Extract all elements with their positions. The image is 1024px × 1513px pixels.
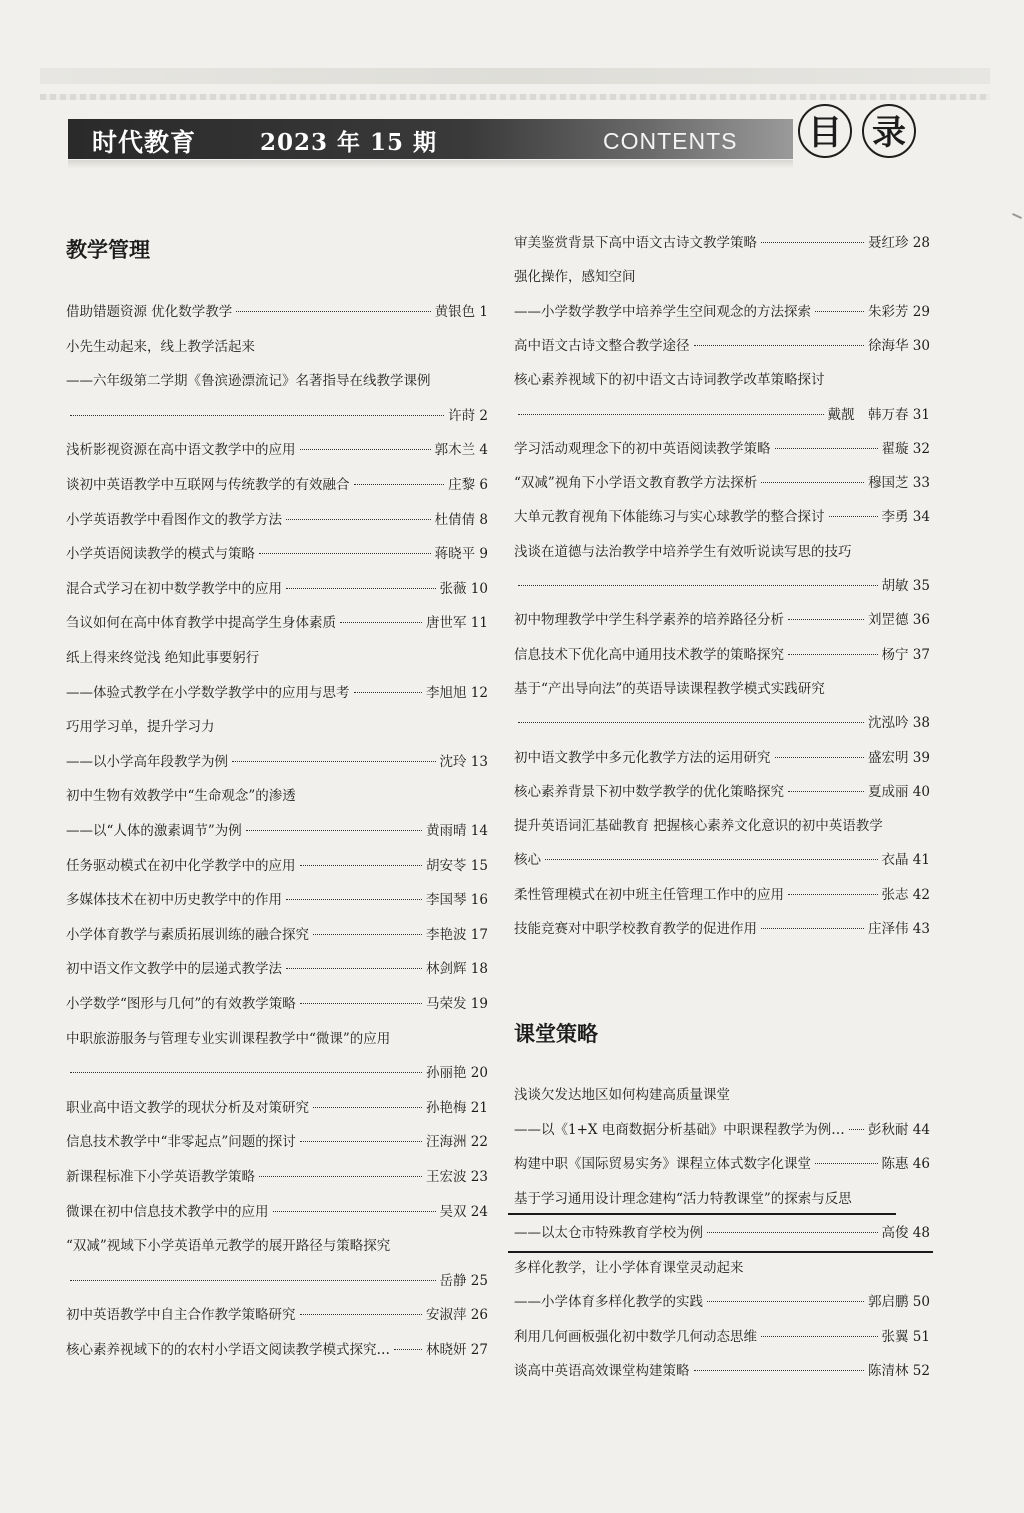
- toc-entry: [66, 1270, 488, 1292]
- entry-title: ——小学体育多样化教学的实践: [514, 1294, 703, 1310]
- contents-label: CONTENTS: [603, 128, 738, 154]
- toc-entry: [514, 644, 930, 666]
- entry-title: 基于学习通用设计理念建构“活力特教课堂”的探索与反思: [514, 1190, 852, 1207]
- entry-title: 浅析影视资源在高中语文教学中的应用: [66, 442, 296, 459]
- toc-entry: [66, 785, 488, 807]
- dot-leader: [340, 622, 422, 623]
- toc-entry: [514, 541, 930, 563]
- entry-title: 初中英语教学中自主合作教学策略研究: [66, 1307, 296, 1324]
- toc-entry: [514, 1360, 930, 1382]
- entry-title: 强化操作，感知空间: [514, 269, 636, 286]
- dot-leader: [815, 311, 864, 312]
- dot-leader: [788, 654, 878, 655]
- lu-badge: 录: [862, 104, 916, 158]
- toc-entry: [514, 1222, 930, 1244]
- entry-author-page: 郭启鹏 50: [868, 1294, 930, 1310]
- entry-title: 信息技术教学中“非零起点”问题的探讨: [66, 1134, 296, 1151]
- entry-author-page: 庄泽伟 43: [868, 921, 930, 937]
- entry-title: 刍议如何在高中体育教学中提高学生身体素质: [66, 615, 336, 632]
- dot-leader: [788, 791, 864, 792]
- toc-entry: [66, 1166, 488, 1188]
- toc-entry: [66, 682, 488, 704]
- entry-author-page: 张志 42: [881, 886, 930, 903]
- toc-entry: [514, 1257, 930, 1279]
- toc-entry: [514, 438, 930, 460]
- entry-title: 中职旅游服务与管理专业实训课程教学中“微课”的应用: [66, 1030, 391, 1047]
- entry-author-page: 张薇 10: [439, 580, 488, 597]
- mu-badge: 目: [798, 104, 852, 158]
- dot-leader: [518, 585, 878, 586]
- entry-author-page: 衣晶 41: [881, 852, 930, 869]
- entry-title: 核心素养背景下初中数学教学的优化策略探究: [514, 783, 784, 800]
- entry-author-page: 高俊 48: [881, 1225, 930, 1241]
- dot-leader: [354, 692, 423, 693]
- entry-author-page: 孙丽艳 20: [426, 1065, 488, 1082]
- dot-leader: [70, 415, 444, 416]
- entry-author-page: 盛宏明 39: [868, 749, 930, 766]
- entry-title: “双减”视角下小学语文教育教学方法探析: [514, 475, 758, 492]
- toc-entry: [66, 509, 488, 531]
- entry-title: ——六年级第二学期《鲁滨逊漂流记》名著指导在线教学课例: [66, 373, 431, 390]
- section-heading-classroom-strategy: 课堂策略: [514, 1022, 598, 1046]
- entry-title: 浅谈欠发达地区如何构建高质量课堂: [514, 1087, 730, 1103]
- toc-entry: [514, 747, 930, 769]
- toc-entry: [66, 439, 488, 461]
- dot-leader: [300, 1314, 423, 1315]
- entry-title: ——以小学高年段教学为例: [66, 753, 228, 770]
- entry-author-page: 沈玲 13: [439, 753, 488, 770]
- toc-entry: [66, 1097, 488, 1119]
- toc-entry: [514, 232, 930, 254]
- entry-title: 小学体育教学与素质拓展训练的融合探究: [66, 926, 309, 943]
- dot-leader: [788, 894, 878, 895]
- entry-author-page: 刘罡德 36: [868, 612, 930, 629]
- entry-author-page: 朱彩芳 29: [868, 303, 930, 320]
- entry-title: 多样化教学，让小学体育课堂灵动起来: [514, 1259, 744, 1276]
- entry-title: 高中语文古诗文整合教学途径: [514, 337, 690, 354]
- toc-entry: [514, 1291, 930, 1313]
- entry-title: ——体验式教学在小学数学教学中的应用与思考: [66, 684, 350, 701]
- entry-author-page: 翟璇 32: [881, 440, 930, 457]
- entry-author-page: 马荣发 19: [426, 996, 488, 1012]
- toc-entry: [66, 1201, 488, 1223]
- entry-title: 柔性管理模式在初中班主任管理工作中的应用: [514, 886, 784, 903]
- entry-title: 核心: [514, 852, 541, 869]
- dot-leader: [70, 1072, 422, 1073]
- dot-leader: [259, 1176, 422, 1177]
- entry-author-page: 杜倩倩 8: [434, 511, 488, 528]
- entry-title: 初中语文作文教学中的层递式教学法: [66, 961, 282, 978]
- header-shadow: [68, 160, 793, 168]
- toc-entry: [514, 472, 930, 494]
- toc-entry: [514, 678, 930, 700]
- toc-entry: [66, 751, 488, 773]
- toc-entry: [66, 1028, 488, 1050]
- toc-entry: [514, 575, 930, 597]
- underline-mark: [508, 1213, 896, 1215]
- dot-leader: [849, 1129, 864, 1130]
- edge-mark: [1012, 213, 1022, 219]
- dot-leader: [518, 722, 864, 723]
- entry-author-page: 庄黎 6: [448, 477, 488, 493]
- toc-entry: [66, 958, 488, 980]
- entry-author-page: 徐海华 30: [868, 337, 930, 354]
- dot-leader: [775, 757, 865, 758]
- entry-author-page: 陈惠 46: [881, 1156, 930, 1172]
- entry-title: 小学英语阅读教学的模式与策略: [66, 546, 255, 563]
- entry-title: 初中生物有效教学中“生命观念”的渗透: [66, 788, 296, 805]
- toc-entry: [514, 884, 930, 906]
- entry-title: 技能竞赛对中职学校教育教学的促进作用: [514, 921, 757, 937]
- entry-title: “双减”视域下小学英语单元教学的展开路径与策略探究: [66, 1238, 391, 1255]
- toc-entry: [66, 647, 488, 669]
- dot-leader: [694, 345, 865, 346]
- dot-leader: [694, 1370, 865, 1371]
- header-bar: [68, 119, 793, 159]
- dot-leader: [300, 1141, 422, 1142]
- entry-title: 初中语文教学中多元化教学方法的运用研究: [514, 749, 771, 766]
- entry-author-page: 胡敏 35: [881, 578, 930, 594]
- entry-title: ——以“人体的激素调节”为例: [66, 823, 242, 839]
- entry-title: 纸上得来终觉浅 绝知此事要躬行: [66, 650, 260, 666]
- dot-leader: [236, 311, 430, 312]
- entry-title: 学习活动观理念下的初中英语阅读教学策略: [514, 440, 771, 457]
- entry-author-page: 孙艳梅 21: [426, 1099, 488, 1116]
- entry-author-page: 岳静 25: [439, 1272, 488, 1289]
- entry-title: 巧用学习单，提升学习力: [66, 719, 215, 736]
- entry-title: 混合式学习在初中数学教学中的应用: [66, 580, 282, 597]
- section-heading-teaching-management: 教学管理: [66, 238, 150, 262]
- dot-leader: [300, 449, 431, 450]
- underline-mark: [508, 1251, 933, 1253]
- entry-author-page: 戴靓 韩万春 31: [827, 406, 930, 423]
- entry-author-page: 夏成丽 40: [868, 783, 930, 800]
- toc-entry: [514, 506, 930, 528]
- toc-entry: [66, 1062, 488, 1084]
- dot-leader: [313, 1107, 422, 1108]
- toc-entry: [514, 301, 930, 323]
- dot-leader: [707, 1301, 864, 1302]
- bleed-through-text: [40, 94, 990, 100]
- entry-author-page: 唐世军 11: [426, 615, 488, 632]
- toc-entry: [514, 1188, 930, 1210]
- toc-entry: [66, 889, 488, 911]
- entry-title: 多媒体技术在初中历史教学中的作用: [66, 892, 282, 909]
- entry-title: 提升英语词汇基础教育 把握核心素养文化意识的初中英语教学: [514, 818, 883, 835]
- toc-entry: [66, 924, 488, 946]
- toc-entry: [514, 918, 930, 940]
- toc-entry: [514, 1153, 930, 1175]
- entry-title: 任务驱动模式在初中化学教学中的应用: [66, 857, 296, 874]
- toc-entry: [514, 712, 930, 734]
- entry-title: 新课程标准下小学英语教学策略: [66, 1169, 255, 1185]
- toc-entry: [66, 370, 488, 392]
- entry-title: 核心素养视域下的的农村小学语文阅读教学模式探究…: [66, 1342, 390, 1358]
- entry-title: 小先生动起来，线上教学活起来: [66, 338, 255, 355]
- dot-leader: [300, 1003, 422, 1004]
- entry-title: 浅谈在道德与法治教学中培养学生有效听说读写思的技巧: [514, 543, 852, 560]
- entry-author-page: 彭秋耐 44: [868, 1121, 930, 1138]
- entry-author-page: 沈泓吟 38: [868, 715, 930, 732]
- bleed-through-band: [40, 68, 990, 84]
- entry-author-page: 黄银色 1: [434, 304, 488, 320]
- entry-title: 大单元教育视角下体能练习与实心球教学的整合探讨: [514, 509, 825, 526]
- toc-entry: [514, 266, 930, 288]
- entry-title: 审美鉴赏背景下高中语文古诗文教学策略: [514, 235, 757, 251]
- toc-entry: [514, 849, 930, 871]
- toc-entry: [66, 1131, 488, 1153]
- toc-entry: [514, 369, 930, 391]
- toc-entry: [66, 1339, 488, 1361]
- entry-title: 微课在初中信息技术教学中的应用: [66, 1203, 269, 1220]
- entry-author-page: 蒋晓平 9: [434, 546, 488, 563]
- toc-entry: [514, 1326, 930, 1348]
- toc-entry: [66, 405, 488, 427]
- issue-label: 2023 年 15 期: [260, 129, 438, 156]
- dot-leader: [70, 1280, 436, 1281]
- entry-author-page: 林晓妍 27: [426, 1342, 488, 1358]
- toc-entry: [66, 855, 488, 877]
- toc-entry: [514, 781, 930, 803]
- dot-leader: [273, 1211, 436, 1212]
- toc-entry: [66, 993, 488, 1015]
- entry-title: 信息技术下优化高中通用技术教学的策略探究: [514, 646, 784, 663]
- dot-leader: [518, 414, 824, 415]
- dot-leader: [761, 928, 864, 929]
- entry-title: 谈高中英语高效课堂构建策略: [514, 1363, 690, 1379]
- toc-entry: [66, 1235, 488, 1257]
- dot-leader: [788, 619, 864, 620]
- toc-entry: [514, 1084, 930, 1106]
- toc-entry: [514, 1119, 930, 1141]
- toc-entry: [66, 474, 488, 496]
- dot-leader: [354, 484, 445, 485]
- dot-leader: [761, 482, 864, 483]
- entry-author-page: 聂红珍 28: [868, 235, 930, 251]
- dot-leader: [761, 1336, 878, 1337]
- entry-author-page: 林剑辉 18: [426, 961, 488, 978]
- dot-leader: [286, 588, 436, 589]
- entry-author-page: 杨宁 37: [881, 646, 930, 663]
- toc-entry: [66, 578, 488, 600]
- entry-author-page: 王宏波 23: [426, 1169, 488, 1185]
- entry-title: 小学英语教学中看图作文的教学方法: [66, 511, 282, 528]
- toc-entry: [66, 612, 488, 634]
- entry-author-page: 郭木兰 4: [434, 442, 488, 459]
- dot-leader: [232, 761, 436, 762]
- dot-leader: [775, 448, 878, 449]
- entry-author-page: 李艳波 17: [426, 926, 488, 943]
- entry-author-page: 吴双 24: [439, 1203, 488, 1220]
- entry-author-page: 黄雨晴 14: [426, 823, 488, 839]
- toc-entry: [66, 1304, 488, 1326]
- dot-leader: [286, 899, 422, 900]
- entry-author-page: 汪海洲 22: [426, 1134, 488, 1151]
- toc-entry: [514, 335, 930, 357]
- dot-leader: [300, 865, 423, 866]
- entry-author-page: 陈清林 52: [868, 1363, 930, 1379]
- entry-title: 职业高中语文教学的现状分析及对策研究: [66, 1099, 309, 1116]
- dot-leader: [815, 1163, 878, 1164]
- entry-author-page: 胡安苓 15: [426, 857, 488, 874]
- dot-leader: [829, 516, 878, 517]
- dot-leader: [286, 519, 431, 520]
- entry-author-page: 张翼 51: [881, 1328, 930, 1345]
- entry-title: 利用几何画板强化初中数学几何动态思维: [514, 1328, 757, 1345]
- entry-title: ——小学数学教学中培养学生空间观念的方法探索: [514, 303, 811, 320]
- entry-title: 构建中职《国际贸易实务》课程立体式数字化课堂: [514, 1156, 811, 1172]
- entry-author-page: 李勇 34: [881, 509, 930, 526]
- entry-title: 小学数学“图形与几何”的有效教学策略: [66, 996, 296, 1012]
- toc-entry: [514, 815, 930, 837]
- toc-entry: [66, 336, 488, 358]
- entry-author-page: 穆国芝 33: [868, 475, 930, 492]
- entry-author-page: 许莳 2: [448, 407, 488, 424]
- journal-title: 时代教育: [92, 128, 197, 157]
- dot-leader: [761, 242, 864, 243]
- dot-leader: [259, 553, 431, 554]
- dot-leader: [246, 830, 422, 831]
- toc-entry: [514, 609, 930, 631]
- entry-title: ——以《1+X 电商数据分析基础》中职课程教学为例…: [514, 1121, 845, 1138]
- dot-leader: [545, 859, 878, 860]
- toc-entry: [66, 716, 488, 738]
- entry-author-page: 李旭旭 12: [426, 684, 488, 701]
- dot-leader: [394, 1349, 422, 1350]
- entry-author-page: 安淑萍 26: [426, 1307, 488, 1324]
- toc-entry: [514, 404, 930, 426]
- toc-entry: [66, 820, 488, 842]
- dot-leader: [313, 934, 422, 935]
- toc-entry: [66, 543, 488, 565]
- toc-entry: [66, 301, 488, 323]
- entry-author-page: 李国琴 16: [426, 892, 488, 909]
- entry-title: 核心素养视域下的初中语文古诗词教学改革策略探讨: [514, 372, 825, 389]
- dot-leader: [286, 968, 422, 969]
- entry-title: 借助错题资源 优化数学教学: [66, 304, 233, 320]
- entry-title: 谈初中英语教学中互联网与传统教学的有效融合: [66, 477, 350, 493]
- dot-leader: [707, 1232, 878, 1233]
- entry-title: 基于“产出导向法”的英语导读课程教学模式实践研究: [514, 680, 825, 697]
- entry-title: ——以太仓市特殊教育学校为例: [514, 1225, 703, 1241]
- entry-title: 初中物理教学中学生科学素养的培养路径分析: [514, 612, 784, 629]
